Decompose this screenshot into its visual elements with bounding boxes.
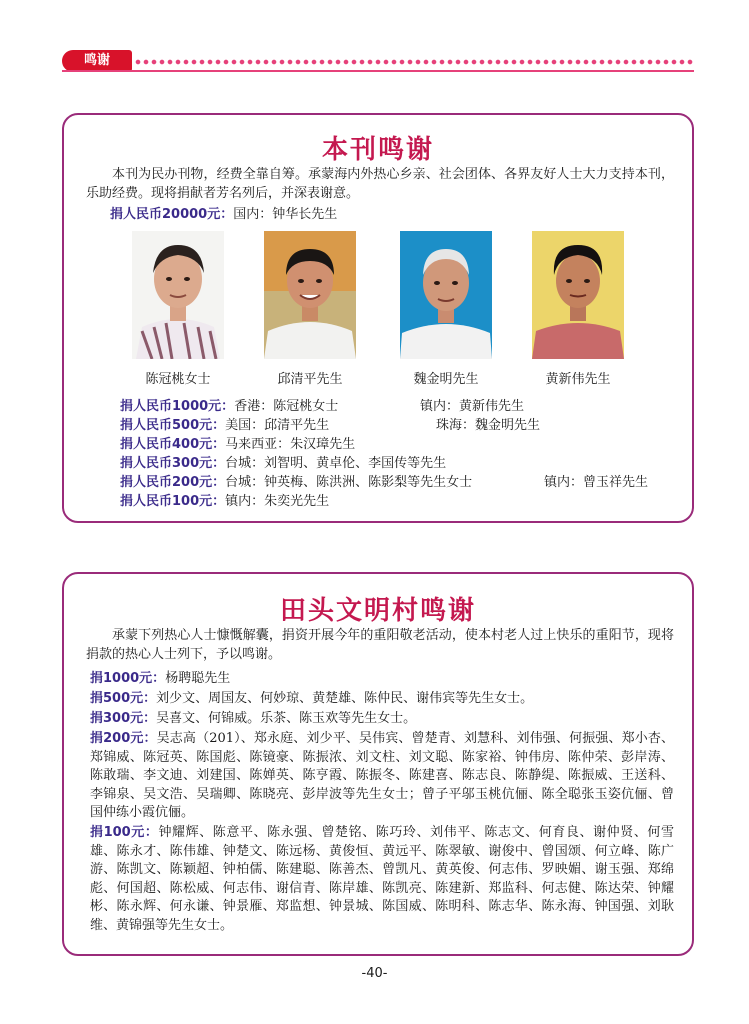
donation-amount: 捐200元： bbox=[90, 731, 157, 746]
portrait-photo bbox=[264, 231, 356, 359]
donation-amount: 捐人民币20000元： bbox=[110, 207, 234, 222]
donation-amount: 捐1000元： bbox=[90, 671, 166, 686]
photo-caption: 魏金明先生 bbox=[413, 372, 479, 387]
page-number: -40- bbox=[361, 966, 388, 981]
donor-names: 刘少文、周国友、何妙琼、黄楚雄、陈仲民、谢伟宾等先生女士。 bbox=[156, 691, 534, 706]
intro-paragraph: 本刊为民办刊物，经费全靠自筹。承蒙海内外热心乡亲、社会团体、各界友好人士大力支持本刊，乐助经费。现将捐献者芳名列后，并深表谢意。 bbox=[86, 167, 674, 201]
donor-row bbox=[120, 416, 329, 435]
donor-names: 美国：邱清平先生 bbox=[225, 418, 330, 433]
donor-row bbox=[120, 492, 329, 511]
donor-names: 台城：钟英梅、陈洪洲、陈影梨等先生女士 bbox=[225, 475, 473, 490]
donation-amount: 捐人民币200元： bbox=[120, 475, 226, 490]
donor-names: 钟耀辉、陈意平、陈永强、曾楚铭、陈巧玲、刘伟平、陈志文、何育良、谢仲贤、何雪雄、陈永才、陈伟雄、钟楚文、陈远杨、黄俊恒、黄远平、陈翠敏、谢俊中、曾国颂、何立峰、陈广游、陈凯文、陈颖超、钟柏儒、陈建聪、陈善杰、曾凯凡、黄英俊、何志伟、罗映媚、谢玉强、郑绵彪、何国超、陈松威、何志伟、谢信青、陈岸雄、陈凯亮、陈建新、郑监科、何志健、陈达荣、钟耀彬、陈永辉、何永谦、钟景雁、郑监想、钟景城、陈国威、陈明科、陈志华、陈永海、钟国强、刘耿维、黄锦强等先生女士。 bbox=[90, 825, 674, 933]
donation-amount: 捐人民币500元： bbox=[120, 418, 226, 433]
portrait-photo bbox=[132, 231, 224, 359]
donation-amount: 捐人民币300元： bbox=[120, 456, 226, 471]
donor-names: 马来西亚：朱汉璋先生 bbox=[225, 437, 356, 452]
donor-row bbox=[120, 397, 338, 416]
donor-group bbox=[90, 690, 674, 709]
donor-row bbox=[120, 435, 355, 454]
donor-names: 吴喜文、何锦威。乐茶、陈玉欢等先生女士。 bbox=[156, 711, 417, 726]
header-dot-border bbox=[134, 58, 694, 66]
photo-caption: 邱清平先生 bbox=[277, 372, 343, 387]
header-rule bbox=[62, 70, 694, 72]
donor-group bbox=[90, 670, 674, 689]
donor-names: 台城：刘智明、黄卓伦、李国传等先生 bbox=[225, 456, 447, 471]
photo-caption: 黄新伟先生 bbox=[545, 372, 611, 387]
donation-amount: 捐500元： bbox=[90, 691, 157, 706]
donor-group bbox=[90, 824, 674, 936]
donor-names: 镇内：朱奕光先生 bbox=[225, 494, 330, 509]
card-title: 本刊鸣谢 bbox=[321, 135, 434, 165]
donor-row bbox=[120, 454, 446, 473]
donor-group bbox=[90, 730, 674, 823]
journal-acknowledgement-card bbox=[62, 113, 694, 523]
donor-names: 杨聘聪先生 bbox=[165, 671, 231, 686]
donation-amount: 捐300元： bbox=[90, 711, 157, 726]
donation-amount: 捐人民币1000元： bbox=[120, 399, 235, 414]
donor-names: 香港：陈冠桃女士 bbox=[234, 399, 339, 414]
donor-names-secondary: 镇内：曾玉祥先生 bbox=[544, 475, 649, 490]
donor-names-secondary: 珠海：魏金明先生 bbox=[436, 418, 541, 433]
portrait-photo bbox=[400, 231, 492, 359]
portrait-photo bbox=[532, 231, 624, 359]
donation-amount: 捐100元： bbox=[90, 825, 159, 840]
donation-amount: 捐人民币100元： bbox=[120, 494, 226, 509]
intro-paragraph: 承蒙下列热心人士慷慨解囊，捐资开展今年的重阳敬老活动，使本村老人过上快乐的重阳节，现将捐款的热心人士列下，予以鸣谢。 bbox=[86, 628, 674, 662]
top-donor-line bbox=[110, 205, 337, 224]
donor-names: 国内：钟华长先生 bbox=[233, 207, 338, 222]
donation-amount: 捐人民币400元： bbox=[120, 437, 226, 452]
donor-names: 吴志高（201）、郑永庭、刘少平、吴伟宾、曾楚青、刘慧科、刘伟强、何振强、郑小杏、郑锦威、陈冠英、陈国彪、陈镜豪、陈振浓、刘文柱、刘文聪、陈家裕、钟伟房、陈仲荣、彭岸涛、陈敢瑞、李文迪、刘建国、陈婵英、陈亨霞、陈振冬、陈建喜、陈志良、陈静缇、陈振威、王送科、李锦泉、吴文浩、吴瑞卿、陈晓亮、彭岸波等先生女士；曾子平邬玉桃伉俪、陈全聪张玉姿伉俪、曾国仲练小霞伉俪。 bbox=[90, 731, 674, 821]
photo-caption: 陈冠桃女士 bbox=[145, 372, 211, 387]
donor-row bbox=[120, 473, 472, 492]
section-tab: 鸣谢 bbox=[62, 50, 132, 72]
donor-group bbox=[90, 710, 674, 729]
village-acknowledgement-card bbox=[62, 572, 694, 956]
donor-names-secondary: 镇内：黄新伟先生 bbox=[420, 399, 525, 414]
card-title: 田头文明村鸣谢 bbox=[279, 596, 476, 626]
